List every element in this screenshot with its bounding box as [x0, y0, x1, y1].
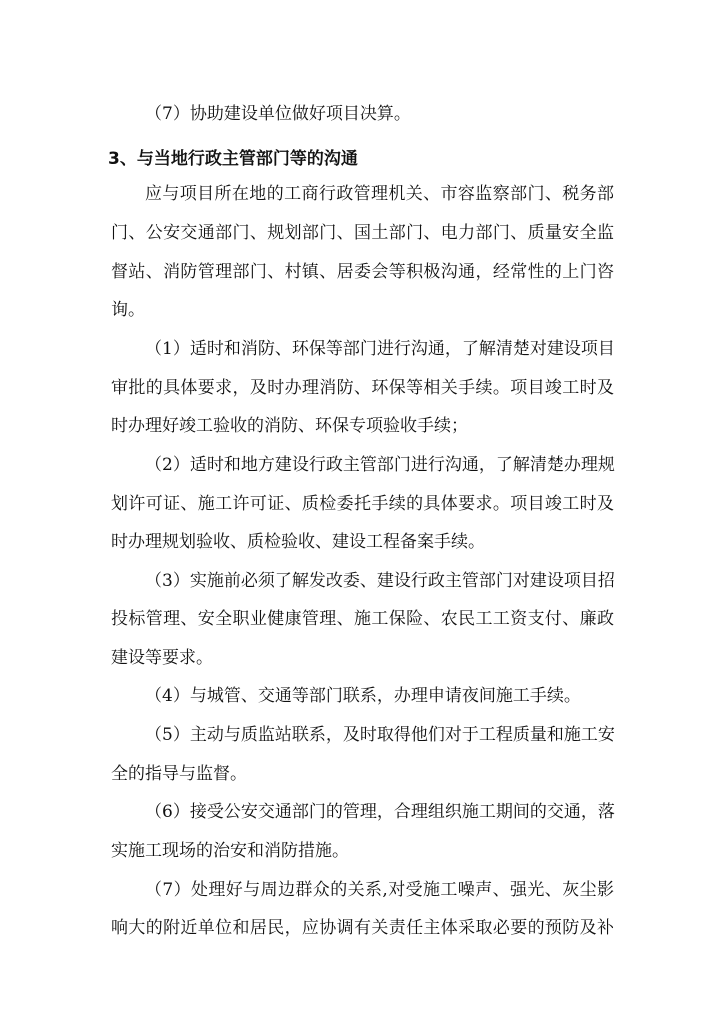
item-4-line-1: （4）与城管、交通等部门联系，办理申请夜间施工手续。	[145, 686, 581, 706]
paragraph-intro-line-1: 应与项目所在地的工商行政管理机关、市容监察部门、税务部	[145, 184, 614, 204]
item-1-line-2: 审批的具体要求，及时办理消防、环保等相关手续。项目竣工时及	[111, 378, 614, 398]
item-2-line-3: 时办理规划验收、质检验收、建设工程备案手续。	[111, 532, 485, 552]
item-1-line-1: （1）适时和消防、环保等部门进行沟通，了解清楚对建设项目	[145, 339, 615, 359]
paragraph-intro-line-2: 门、公安交通部门、规划部门、国土部门、电力部门、质量安全监	[111, 223, 614, 243]
paragraph-intro-line-4: 询。	[111, 300, 145, 320]
item-7-line-2: 响大的附近单位和居民，应协调有关责任主体采取必要的预防及补	[111, 918, 614, 938]
item-2-line-1: （2）适时和地方建设行政主管部门进行沟通，了解清楚办理规	[145, 455, 615, 475]
paragraph-intro-line-3: 督站、消防管理部门、村镇、居委会等积极沟通，经常性的上门咨	[111, 262, 614, 282]
item-5-line-1: （5）主动与质监站联系，及时取得他们对于工程质量和施工安	[145, 725, 615, 745]
item-5-line-2: 全的指导与监督。	[111, 764, 247, 784]
item-3-line-1: （3）实施前必须了解发改委、建设行政主管部门对建设项目招	[145, 571, 615, 591]
item-2-line-2: 划许可证、施工许可证、质检委托手续的具体要求。项目竣工时及	[111, 494, 614, 514]
item-1-line-3: 时办理好竣工验收的消防、环保专项验收手续；	[111, 416, 468, 436]
item-6-line-1: （6）接受公安交通部门的管理，合理组织施工期间的交通，落	[145, 802, 615, 822]
section-heading: 3、与当地行政主管部门等的沟通	[108, 149, 358, 169]
text-line-previous-item-7: （7）协助建设单位做好项目决算。	[145, 104, 411, 124]
item-3-line-3: 建设等要求。	[111, 648, 213, 668]
item-3-line-2: 投标管理、安全职业健康管理、施工保险、农民工工资支付、廉政	[111, 609, 614, 629]
item-6-line-2: 实施工现场的治安和消防措施。	[111, 841, 349, 861]
item-7-line-1: （7）处理好与周边群众的关系,对受施工噪声、强光、灰尘影	[145, 880, 614, 900]
